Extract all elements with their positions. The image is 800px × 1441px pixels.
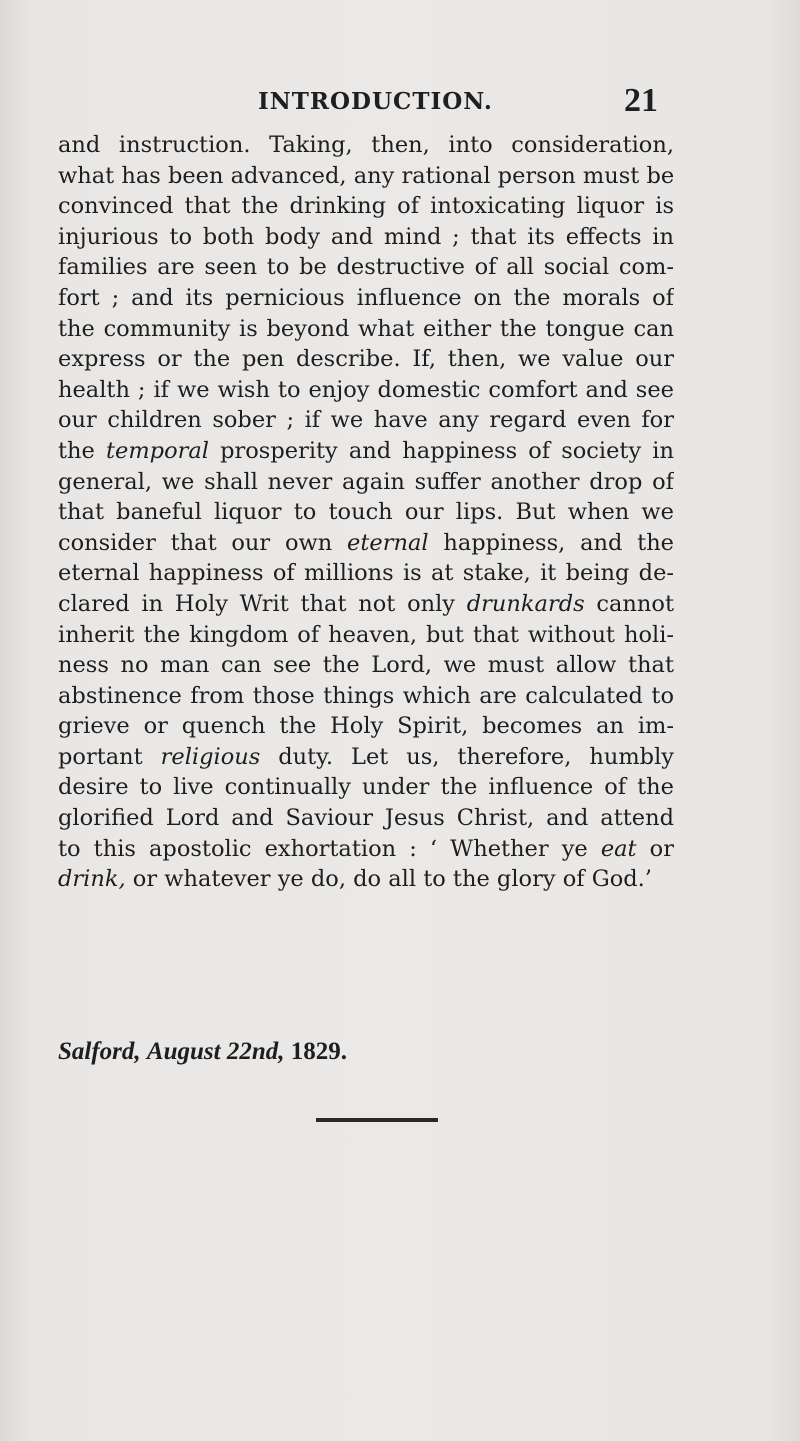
text-run: families are seen to be destructive of all social com- bbox=[58, 254, 674, 281]
text-line bbox=[58, 161, 674, 192]
dateline-day: 22nd, bbox=[226, 1038, 285, 1065]
text-run: desire to live continually under the influence of the bbox=[58, 774, 674, 801]
text-run: general, we shall never again suffer another drop of bbox=[58, 468, 674, 495]
text-run: and instruction. Taking, then, into consideration, bbox=[58, 132, 674, 158]
text-line bbox=[58, 620, 674, 651]
text-run: cannot bbox=[584, 590, 674, 617]
dateline-year: 1829. bbox=[290, 1038, 347, 1065]
running-head bbox=[0, 82, 800, 122]
text-line bbox=[58, 130, 674, 161]
text-line bbox=[58, 222, 674, 253]
italic-phrase: religious bbox=[160, 743, 261, 770]
text-run: injurious to both body and mind ; that its effects in bbox=[58, 223, 674, 250]
text-line bbox=[58, 344, 674, 375]
text-run: to this apostolic exhortation : ‘ Whether ye bbox=[58, 835, 601, 862]
italic-phrase: drunkards bbox=[466, 590, 585, 617]
section-rule bbox=[316, 1118, 438, 1122]
text-line bbox=[58, 711, 674, 742]
text-line bbox=[58, 589, 674, 620]
text-line bbox=[58, 834, 674, 865]
text-run: or bbox=[636, 835, 674, 862]
text-run: the community is beyond what either the tongue can bbox=[58, 315, 674, 342]
text-run: fort ; and its pernicious influence on the morals of bbox=[58, 284, 674, 311]
text-line bbox=[58, 681, 674, 712]
dateline bbox=[58, 1038, 347, 1066]
text-run: express or the pen describe. If, then, we value our bbox=[58, 346, 674, 373]
text-run: abstinence from those things which are calculated to bbox=[58, 682, 674, 709]
text-line bbox=[58, 252, 674, 283]
text-run: the bbox=[58, 437, 106, 464]
text-run: clared in Holy Writ that not only bbox=[58, 590, 467, 617]
text-line bbox=[58, 558, 674, 589]
text-line bbox=[58, 650, 674, 681]
text-line bbox=[58, 742, 674, 773]
text-run: glorified Lord and Saviour Jesus Christ, and attend bbox=[58, 805, 674, 832]
text-line bbox=[58, 772, 674, 803]
text-run: our children sober ; if we have any regard even for bbox=[58, 407, 674, 434]
page-number: 21 bbox=[624, 82, 658, 119]
text-run: portant bbox=[58, 743, 161, 770]
text-line bbox=[58, 864, 674, 895]
text-run: convinced that the drinking of intoxicating liquor is bbox=[58, 193, 674, 220]
text-line bbox=[58, 283, 674, 314]
text-run: health ; if we wish to enjoy domestic comfort and see bbox=[58, 376, 674, 403]
text-run: grieve or quench the Holy Spirit, becomes an im- bbox=[58, 713, 674, 740]
text-run: ness no man can see the Lord, we must allow that bbox=[58, 652, 674, 679]
italic-phrase: drink, bbox=[58, 866, 126, 893]
text-line bbox=[58, 497, 674, 528]
text-run: eternal happiness of millions is at stake, it being de- bbox=[58, 560, 674, 587]
text-run: inherit the kingdom of heaven, but that without holi- bbox=[58, 621, 674, 648]
running-head-title: INTRODUCTION. bbox=[258, 88, 493, 115]
text-line bbox=[58, 436, 674, 467]
italic-phrase: temporal bbox=[105, 437, 209, 464]
text-line bbox=[58, 375, 674, 406]
text-run: consider that our own bbox=[58, 529, 348, 556]
text-line bbox=[58, 528, 674, 559]
dateline-month: August bbox=[146, 1038, 221, 1065]
text-run: duty. Let us, therefore, humbly bbox=[260, 743, 674, 770]
italic-phrase: eat bbox=[600, 835, 637, 862]
body-paragraph bbox=[58, 130, 674, 895]
dateline-place: Salford, bbox=[58, 1038, 141, 1065]
text-line bbox=[58, 467, 674, 498]
text-run: that baneful liquor to touch our lips. But when we bbox=[58, 499, 674, 526]
text-run: prosperity and happiness of society in bbox=[208, 437, 674, 464]
text-line bbox=[58, 803, 674, 834]
text-line bbox=[58, 191, 674, 222]
text-run: or whatever ye do, do all to the glory of God.’ bbox=[125, 866, 652, 893]
text-line bbox=[58, 314, 674, 345]
italic-phrase: eternal bbox=[347, 529, 429, 556]
text-run: what has been advanced, any rational person must be bbox=[58, 162, 674, 189]
text-line bbox=[58, 405, 674, 436]
text-run: happiness, and the bbox=[428, 529, 674, 556]
